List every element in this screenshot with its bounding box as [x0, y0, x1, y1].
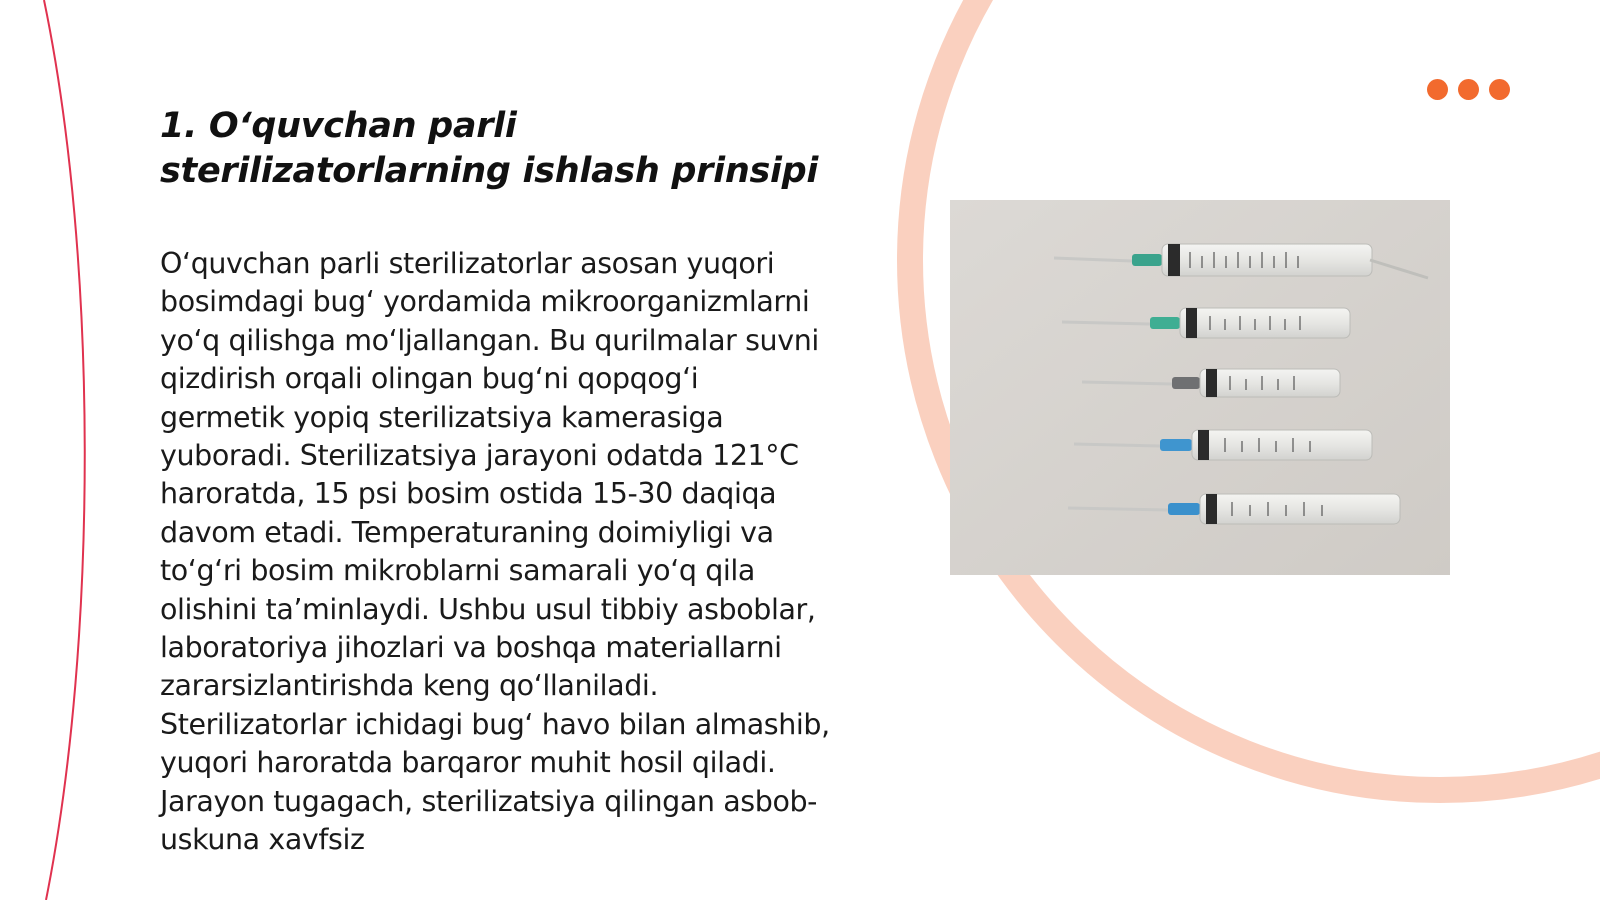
syringes-illustration	[950, 200, 1450, 575]
slide-body-text: O‘quvchan parli sterilizatorlar asosan yuqori bosimdagi bug‘ yordamida mikroorganizmlarni yo‘q qilishga mo‘ljallangan. Bu qurilmalar suvni qizdirish orqali olingan bug‘ni qopqog‘i germetik yopiq sterilizatsiya kamerasiga yuboradi. Sterilizatsiya jarayoni odatda 121°C haroratda, 15 psi bosim ostida 15-30 daqiqa davom etadi. Temperaturaning doimiyligi va to‘g‘ri bosim mikroblarni samarali yo‘q qila olishini ta’minlaydi. Ushbu usul tibbiy asboblar, laboratoriya jihozlari va boshqa materiallarni zararsizlantirishda keng qo‘llaniladi. Sterilizatorlar ichidagi bug‘ havo bilan almashib, yuqori haroratda barqaror muhit hosil qiladi. Jarayon tugagach, sterilizatsiya qilingan asbob-uskuna xavfsiz	[160, 247, 830, 857]
slide-title: 1. O‘quvchan parli sterilizatorlarning ishlash prinsipi	[160, 106, 819, 191]
left-edge-curve	[44, 0, 85, 900]
syringes-photo	[950, 200, 1450, 575]
dot-icon	[1458, 79, 1479, 100]
dot-icon	[1427, 79, 1448, 100]
three-dots-icon	[1427, 79, 1512, 101]
dot-icon	[1489, 79, 1510, 100]
